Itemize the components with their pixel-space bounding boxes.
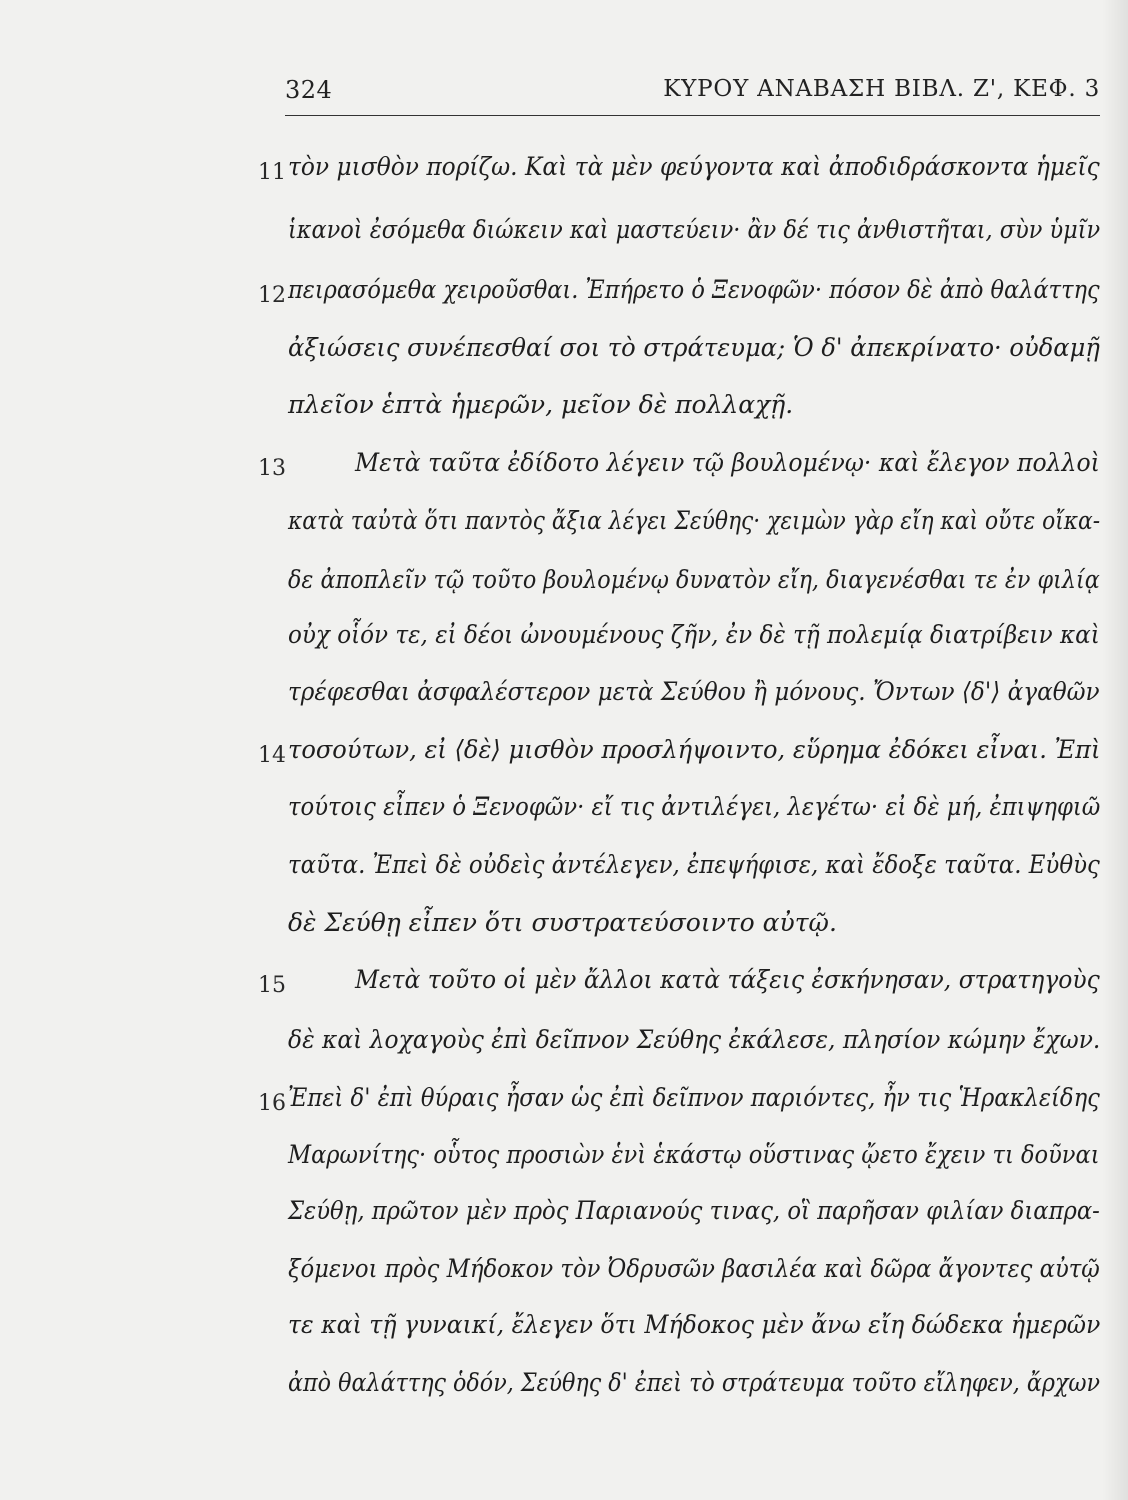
text-line — [0, 1254, 1128, 1294]
text-line — [0, 850, 1128, 890]
running-title: ΚΥΡΟΥ ΑΝΑΒΑΣΗ ΒΙΒΛ. Ζ', ΚΕΦ. 3 — [663, 76, 1100, 102]
text-line — [0, 908, 1128, 948]
section-number: 14 — [258, 743, 286, 768]
line-text: Μετὰ τοῦτο οἱ μὲν ἄλλοι κατὰ τάξεις ἐσκήνησαν, στρατηγοὺς — [355, 965, 1100, 994]
text-line — [0, 1310, 1128, 1350]
line-text: τρέφεσθαι ἀσφαλέστερον μετὰ Σεύθου ἢ μόνους. Ὄντων ⟨δ'⟩ ἀγαθῶν — [288, 677, 1100, 706]
text-line — [0, 152, 1128, 192]
text-line — [0, 333, 1128, 373]
section-number: 15 — [258, 973, 286, 998]
line-text: ἀξιώσεις συνέπεσθαί σοι τὸ στράτευμα; Ὁ δ' ἀπεκρίνατο· οὐδαμῇ — [288, 333, 1100, 362]
line-text: Σεύθῃ, πρῶτον μὲν πρὸς Παριανούς τινας, οἳ παρῆσαν φιλίαν διαπρα- — [288, 1196, 1100, 1225]
section-number: 12 — [258, 283, 286, 308]
text-line — [0, 1140, 1128, 1180]
section-number: 16 — [258, 1091, 286, 1116]
text-line — [0, 275, 1128, 315]
line-text: τούτοις εἶπεν ὁ Ξενοφῶν· εἴ τις ἀντιλέγει, λεγέτω· εἰ δὲ μή, ἐπιψηφιῶ — [288, 792, 1101, 821]
line-text: κατὰ ταὐτὰ ὅτι παντὸς ἄξια λέγει Σεύθης· χειμὼν γὰρ εἴη καὶ οὔτε οἴκα- — [288, 506, 1101, 535]
text-line — [0, 620, 1128, 660]
text-line — [0, 792, 1128, 832]
line-text: πειρασόμεθα χειροῦσθαι. Ἐπήρετο ὁ Ξενοφῶν· πόσον δὲ ἀπὸ θαλάττης — [288, 275, 1100, 304]
line-text: δε ἀποπλεῖν τῷ τοῦτο βουλομένῳ δυνατὸν εἴη, διαγενέσθαι τε ἐν φιλίᾳ — [288, 565, 1100, 594]
text-line — [0, 1196, 1128, 1236]
header-rule — [285, 115, 1100, 116]
line-text: δὲ Σεύθῃ εἶπεν ὅτι συστρατεύσοιντο αὐτῷ. — [288, 908, 837, 937]
text-line — [0, 735, 1128, 775]
line-text: ταῦτα. Ἐπεὶ δὲ οὐδεὶς ἀντέλεγεν, ἐπεψήφισε, καὶ ἔδοξε ταῦτα. Εὐθὺς — [288, 850, 1100, 879]
text-line — [0, 965, 1128, 1005]
text-line — [0, 1368, 1128, 1408]
section-number: 13 — [258, 456, 286, 481]
line-text: τοσούτων, εἰ ⟨δὲ⟩ μισθὸν προσλήψοιντο, εὕρημα ἐδόκει εἶναι. Ἐπὶ — [288, 735, 1101, 764]
page-number: 324 — [285, 76, 333, 104]
line-text: ἀπὸ θαλάττης ὁδόν, Σεύθης δ' ἐπεὶ τὸ στράτευμα τοῦτο εἴληφεν, ἄρχων — [288, 1368, 1101, 1397]
text-line — [0, 565, 1128, 605]
line-text: Ἐπεὶ δ' ἐπὶ θύραις ἦσαν ὡς ἐπὶ δεῖπνον παριόντες, ἦν τις Ἡρακλείδης — [288, 1083, 1100, 1112]
text-line — [0, 1025, 1128, 1065]
text-line — [0, 390, 1128, 430]
text-line — [0, 215, 1128, 255]
line-text: πλεῖον ἑπτὰ ἡμερῶν, μεῖον δὲ πολλαχῇ. — [288, 390, 794, 419]
page-header — [285, 72, 1100, 112]
text-line — [0, 677, 1128, 717]
line-text: Μετὰ ταῦτα ἐδίδοτο λέγειν τῷ βουλομένῳ· καὶ ἔλεγον πολλοὶ — [355, 448, 1100, 477]
text-line — [0, 1083, 1128, 1123]
section-number: 11 — [258, 160, 286, 185]
line-text: τὸν μισθὸν πορίζω. Καὶ τὰ μὲν φεύγοντα καὶ ἀποδιδράσκοντα ἡμεῖς — [288, 152, 1100, 181]
line-text: οὐχ οἷόν τε, εἰ δέοι ὠνουμένους ζῆν, ἐν δὲ τῇ πολεμίᾳ διατρίβειν καὶ — [288, 620, 1100, 649]
line-text: ξόμενοι πρὸς Μήδοκον τὸν Ὀδρυσῶν βασιλέα καὶ δῶρα ἄγοντες αὐτῷ — [288, 1254, 1100, 1283]
line-text: τε καὶ τῇ γυναικί, ἔλεγεν ὅτι Μήδοκος μὲν ἄνω εἴη δώδεκα ἡμερῶν — [288, 1310, 1101, 1339]
line-text: ἱκανοὶ ἐσόμεθα διώκειν καὶ μαστεύειν· ἂν δέ τις ἀνθιστῆται, σὺν ὑμῖν — [288, 215, 1101, 244]
line-text: δὲ καὶ λοχαγοὺς ἐπὶ δεῖπνον Σεύθης ἐκάλεσε, πλησίον κώμην ἔχων. — [288, 1025, 1101, 1054]
text-line — [0, 506, 1128, 546]
line-text: Μαρωνίτης· οὗτος προσιὼν ἑνὶ ἑκάστῳ οὕστινας ᾤετο ἔχειν τι δοῦναι — [288, 1140, 1100, 1169]
text-line — [0, 448, 1128, 488]
